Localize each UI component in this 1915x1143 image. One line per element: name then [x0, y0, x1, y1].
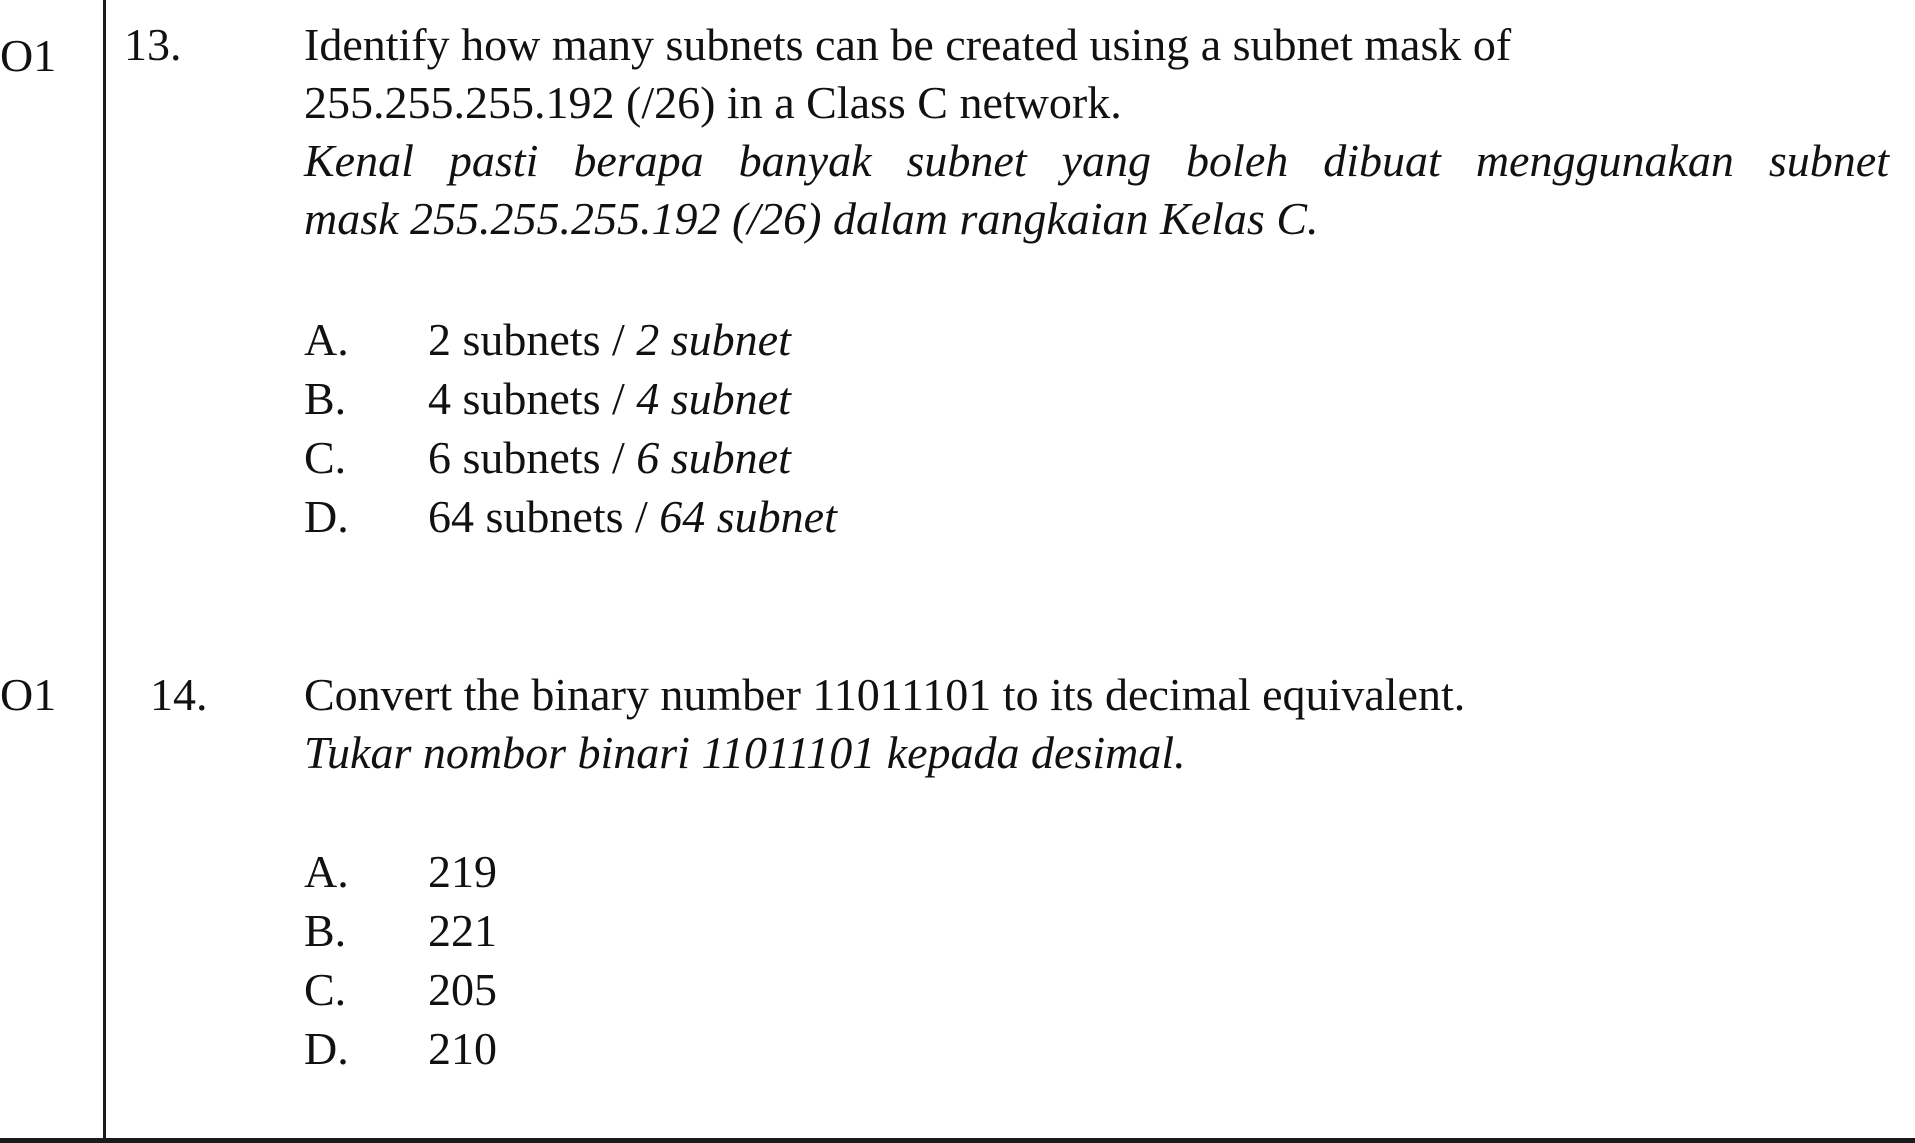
option-text-malay: 64 subnet — [659, 491, 837, 542]
option-value: 210 — [428, 1023, 497, 1074]
question-13-english-line-1: Identify how many subnets can be created using a subnet mask of — [304, 19, 1512, 70]
option-c[interactable] — [304, 428, 837, 487]
question-14-options — [304, 842, 497, 1078]
option-text-english: 4 subnets / — [428, 373, 637, 424]
option-a[interactable] — [304, 842, 497, 901]
option-text-malay: 2 subnet — [636, 314, 791, 365]
option-text-english: 64 subnets / — [428, 491, 660, 542]
option-letter: B. — [304, 373, 347, 424]
question-13-text — [304, 16, 1894, 248]
option-text-english: 2 subnets / — [428, 314, 637, 365]
option-letter: C. — [304, 964, 347, 1015]
question-number-13: 13. — [124, 19, 182, 70]
question-13-english-line-2: 255.255.255.192 (/26) in a Class C network. — [304, 77, 1122, 128]
column-divider — [103, 0, 106, 1143]
option-value: 205 — [428, 964, 497, 1015]
question-13-options — [304, 310, 837, 546]
clo-label-q14: O1 — [0, 669, 57, 720]
option-letter: D. — [304, 491, 349, 542]
option-letter: A. — [304, 314, 349, 365]
option-text-malay: 6 subnet — [636, 432, 791, 483]
option-d[interactable] — [304, 1019, 497, 1078]
bottom-border — [0, 1138, 1915, 1143]
option-d[interactable] — [304, 487, 837, 546]
option-b[interactable] — [304, 369, 837, 428]
option-letter: D. — [304, 1023, 349, 1074]
option-text-english: 6 subnets / — [428, 432, 637, 483]
option-a[interactable] — [304, 310, 837, 369]
option-letter: B. — [304, 905, 347, 956]
question-14-text — [304, 666, 1894, 782]
option-b[interactable] — [304, 901, 497, 960]
question-13-malay-line-2: mask 255.255.255.192 (/26) dalam rangkaian Kelas C. — [304, 193, 1319, 244]
option-value: 219 — [428, 846, 497, 897]
question-14-english-line-1: Convert the binary number 11011101 to its decimal equivalent. — [304, 669, 1466, 720]
option-letter: C. — [304, 432, 347, 483]
question-number-14: 14. — [150, 669, 208, 720]
question-13-malay-line-1: Kenal pasti berapa banyak subnet yang boleh dibuat menggunakan subnet — [304, 135, 1889, 186]
option-c[interactable] — [304, 960, 497, 1019]
option-value: 221 — [428, 905, 497, 956]
clo-label-q13: O1 — [0, 30, 57, 81]
question-14-malay-line-1: Tukar nombor binari 11011101 kepada desimal. — [304, 727, 1186, 778]
option-letter: A. — [304, 846, 349, 897]
option-text-malay: 4 subnet — [636, 373, 791, 424]
